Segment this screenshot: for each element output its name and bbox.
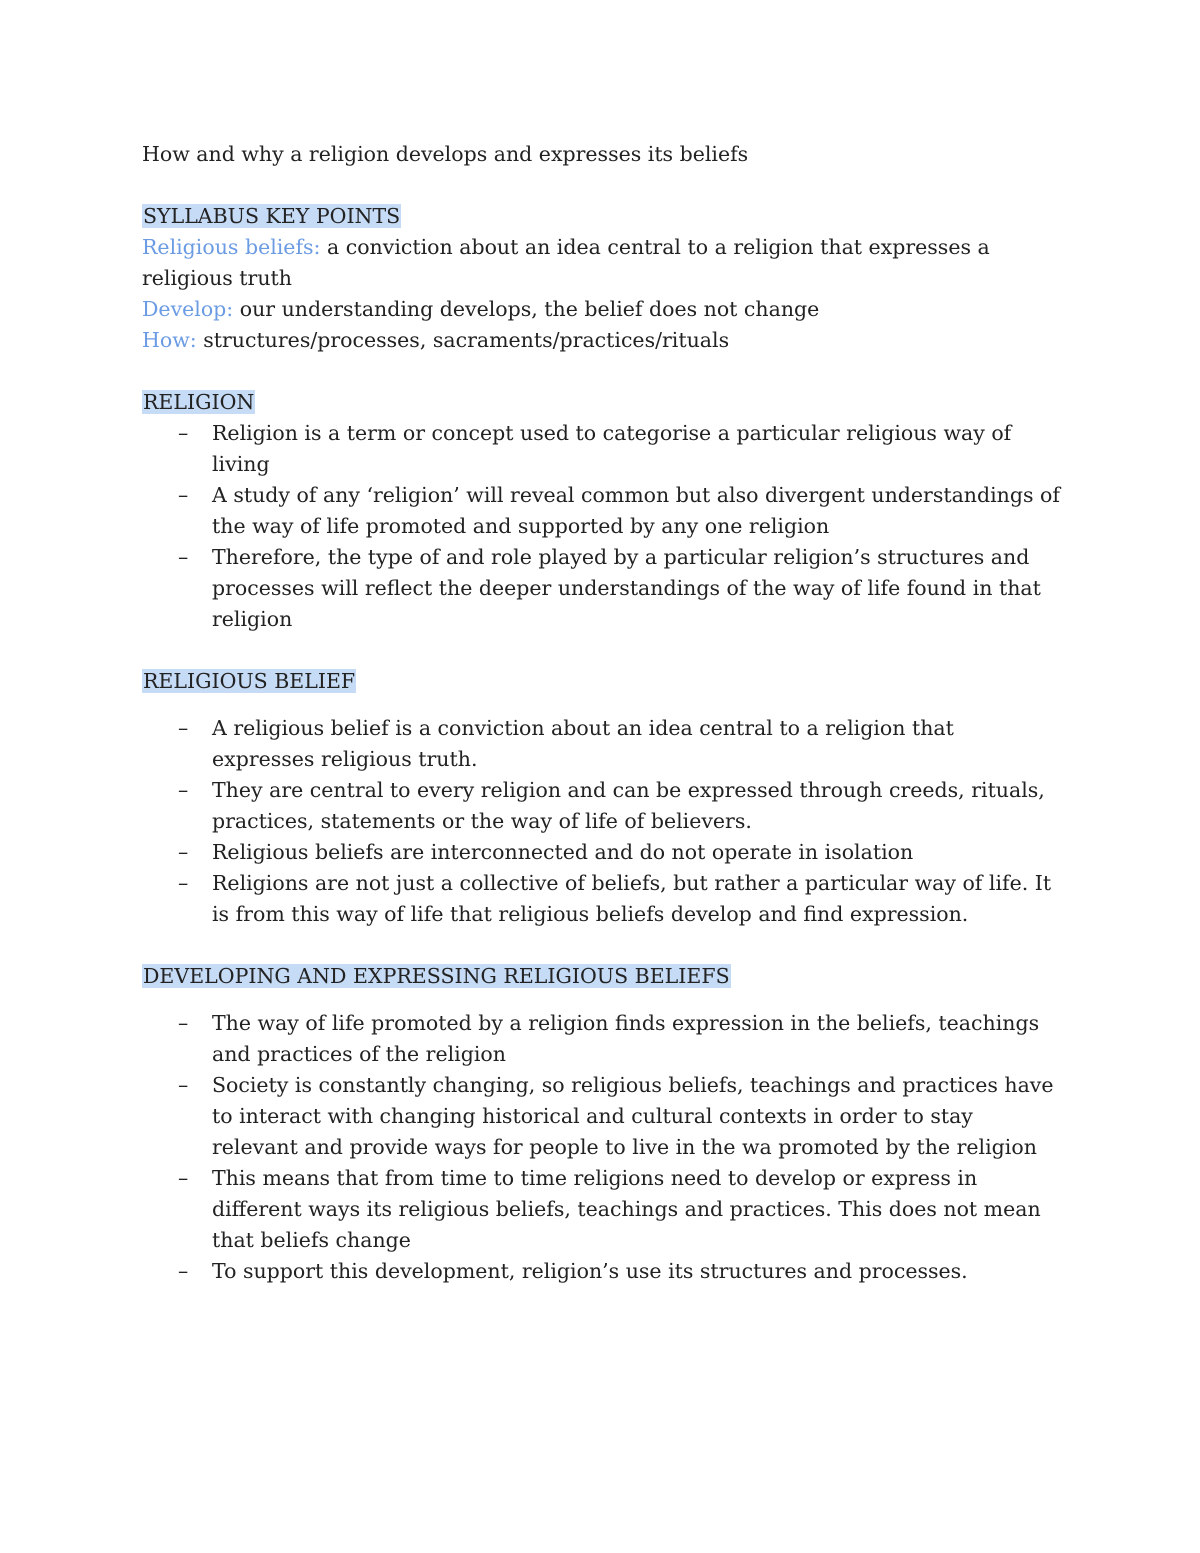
religious-belief-list bbox=[142, 713, 1062, 930]
list-item-text: Religious beliefs are interconnected and do not operate in isolation bbox=[212, 840, 914, 864]
list-item bbox=[142, 713, 1062, 775]
developing-list bbox=[142, 1008, 1062, 1287]
list-item-text: To support this development, religion’s use its structures and processes. bbox=[212, 1259, 968, 1283]
list-item-text: Religions are not just a collective of beliefs, but rather a particular way of life. It is from this way of life that religious beliefs develop and find expression. bbox=[212, 871, 1052, 926]
dash-bullet: – bbox=[178, 1259, 189, 1283]
key-point-term: Develop: bbox=[142, 297, 234, 321]
list-item-text: Religion is a term or concept used to categorise a particular religious way of living bbox=[212, 421, 1012, 476]
syllabus-heading-line bbox=[142, 201, 1062, 232]
list-item-text: A study of any ‘religion’ will reveal common but also divergent understandings of the way of life promoted and supported by any one religion bbox=[212, 483, 1060, 538]
key-point-term: Religious beliefs: bbox=[142, 235, 321, 259]
religion-heading-line bbox=[142, 387, 1062, 418]
list-item bbox=[142, 1163, 1062, 1256]
dash-bullet: – bbox=[178, 840, 189, 864]
developing-section bbox=[142, 961, 1062, 1287]
key-point-term: How: bbox=[142, 328, 197, 352]
list-item bbox=[142, 1256, 1062, 1287]
list-item-text: Therefore, the type of and role played by a particular religion’s structures and processes will reflect the deeper understandings of the way of life found in that religion bbox=[212, 545, 1041, 631]
religious-belief-heading-line bbox=[142, 666, 1062, 697]
dash-bullet: – bbox=[178, 1166, 189, 1190]
document-title: How and why a religion develops and expresses its beliefs bbox=[142, 142, 749, 166]
document-page bbox=[142, 139, 1062, 1287]
list-item-text: Society is constantly changing, so religious beliefs, teachings and practices have to interact with changing historical and cultural contexts in order to stay relevant and provide ways for people to live in the wa promoted by the religion bbox=[212, 1073, 1054, 1159]
dash-bullet: – bbox=[178, 871, 189, 895]
list-item bbox=[142, 775, 1062, 837]
religious-belief-section bbox=[142, 666, 1062, 930]
key-point-text: structures/processes, sacraments/practices/rituals bbox=[196, 328, 730, 352]
dash-bullet: – bbox=[178, 716, 189, 740]
dash-bullet: – bbox=[178, 421, 189, 445]
list-item-text: A religious belief is a conviction about an idea central to a religion that expresses religious truth. bbox=[212, 716, 954, 771]
dash-bullet: – bbox=[178, 778, 189, 802]
list-item-text: The way of life promoted by a religion finds expression in the beliefs, teachings and practices of the religion bbox=[212, 1011, 1040, 1066]
religious-belief-heading: RELIGIOUS BELIEF bbox=[143, 669, 356, 693]
developing-heading: DEVELOPING AND EXPRESSING RELIGIOUS BELIEFS bbox=[143, 964, 730, 988]
key-point-text: our understanding develops, the belief does not change bbox=[233, 297, 820, 321]
syllabus-heading: SYLLABUS KEY POINTS bbox=[143, 204, 401, 228]
dash-bullet: – bbox=[178, 1073, 189, 1097]
dash-bullet: – bbox=[178, 545, 189, 569]
religion-section bbox=[142, 387, 1062, 635]
list-item bbox=[142, 837, 1062, 868]
key-point-religious-beliefs bbox=[142, 232, 1062, 294]
key-point-develop bbox=[142, 294, 1062, 325]
list-item-text: This means that from time to time religions need to develop or express in different ways its religious beliefs, teachings and practices. This does not mean that beliefs change bbox=[212, 1166, 1041, 1252]
dash-bullet: – bbox=[178, 1011, 189, 1035]
list-item bbox=[142, 480, 1062, 542]
syllabus-section bbox=[142, 201, 1062, 356]
list-item-text: They are central to every religion and can be expressed through creeds, rituals, practices, statements or the way of life of believers. bbox=[212, 778, 1045, 833]
list-item bbox=[142, 1008, 1062, 1070]
developing-heading-line bbox=[142, 961, 1062, 992]
key-point-text: a conviction about an idea central to a religion that expresses a religious truth bbox=[142, 235, 990, 290]
dash-bullet: – bbox=[178, 483, 189, 507]
list-item bbox=[142, 542, 1062, 635]
religion-heading: RELIGION bbox=[143, 390, 255, 414]
list-item bbox=[142, 1070, 1062, 1163]
religion-list bbox=[142, 418, 1062, 635]
key-point-how bbox=[142, 325, 1062, 356]
list-item bbox=[142, 868, 1062, 930]
list-item bbox=[142, 418, 1062, 480]
